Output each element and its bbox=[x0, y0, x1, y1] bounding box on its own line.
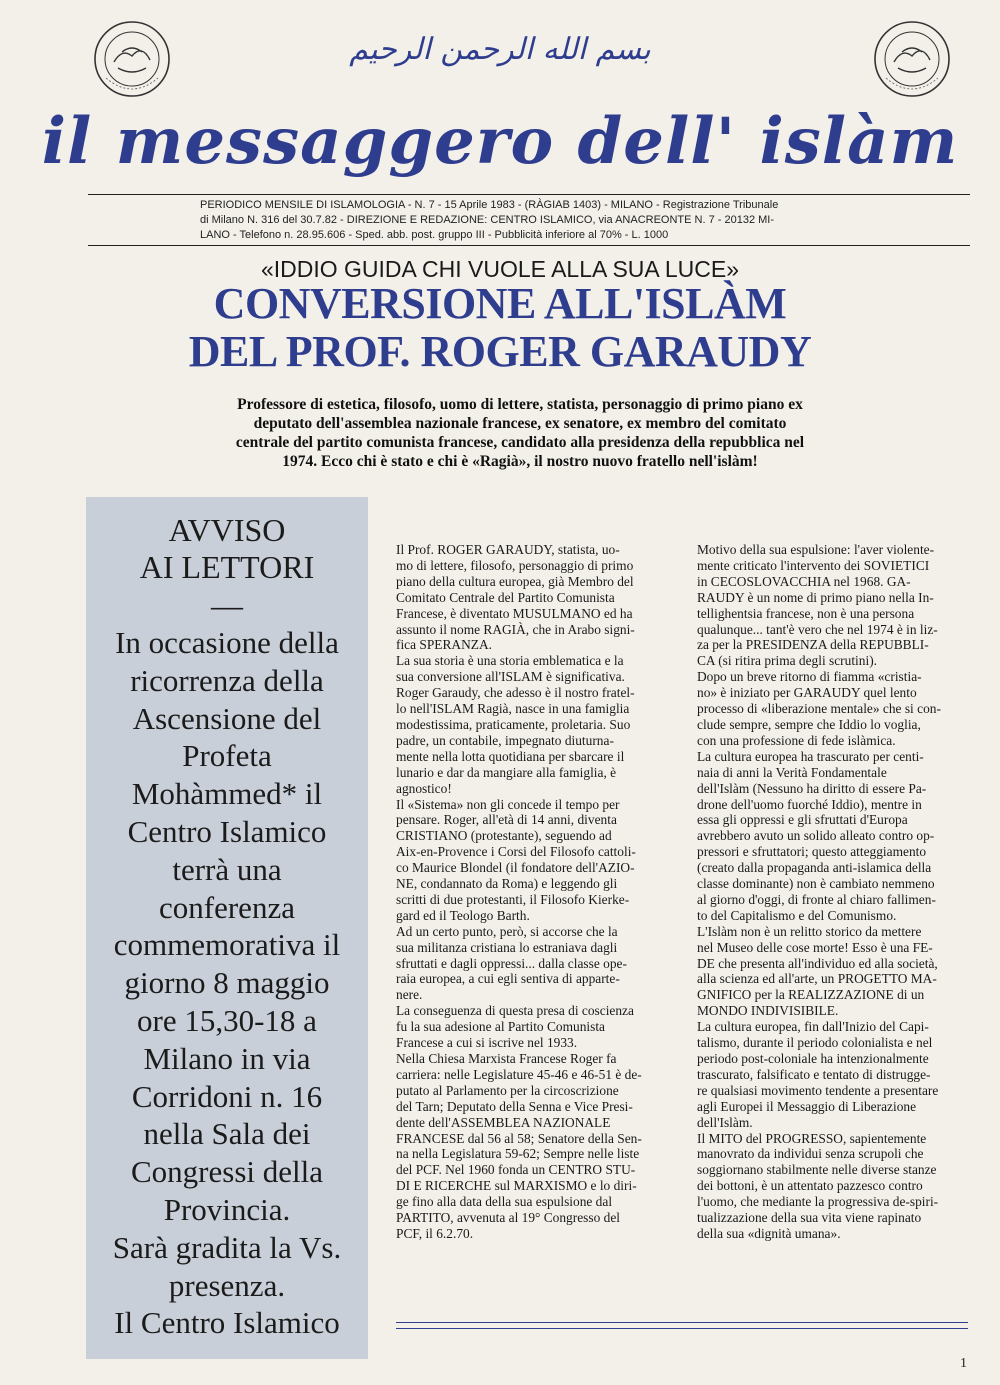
article-text-line: Il «Sistema» non gli concede il tempo per bbox=[396, 796, 620, 812]
article-text-line: to del Capitalismo e del Comunismo. bbox=[697, 907, 897, 923]
article-text-line: lunario e dar da mangiare alla famiglia, è bbox=[396, 764, 617, 780]
article-text-line: mente criticato l'intervento dei SOVIETICI bbox=[697, 557, 930, 573]
article-text-line: GNIFICO per la REALIZZAZIONE di un bbox=[697, 987, 925, 1003]
article-text-line: no» è iniziato per GARAUDY quel lento bbox=[697, 685, 917, 701]
article-text-line: processo di «liberazione mentale» che si con- bbox=[697, 701, 941, 717]
article-text-line: dente dell'ASSEMBLEA NAZIONALE bbox=[396, 1114, 611, 1130]
article-text-line: tualizzazione della sua vita viene rapinato bbox=[697, 1210, 922, 1226]
article-text-line: nere. bbox=[396, 987, 423, 1003]
article-text-line: drone dell'uomo fuorché Iddio), mentre in bbox=[697, 796, 922, 812]
article-text-line: Dopo un breve ritorno di fiamma «cristia- bbox=[697, 669, 922, 685]
notice-line: Il Centro Islamico bbox=[114, 1305, 340, 1341]
notice-line: nella Sala dei bbox=[143, 1116, 311, 1152]
article-text-line: sfruttati e dagli oppressi... dalla classe ope- bbox=[396, 955, 627, 971]
article-text-line: DI E RICERCHE sul MARXISMO e lo diri- bbox=[396, 1178, 637, 1194]
notice-line: Congressi della bbox=[131, 1154, 323, 1190]
notice-title-line: AVVISO bbox=[168, 512, 286, 548]
notice-line: In occasione della bbox=[115, 625, 339, 660]
article-text-line: fu la sua adesione al Partito Comunista bbox=[396, 1019, 605, 1035]
publication-info-line: di Milano N. 316 del 30.7.82 - DIREZIONE E REDAZIONE: CENTRO ISLAMICO, via ANACREONTE N. 7 - 20132 MI- bbox=[200, 214, 775, 226]
article-text-line: raia europea, a cui egli sentiva di apparte- bbox=[396, 971, 620, 987]
article-text-line: (creato dalla propaganda anti-islamica della bbox=[697, 860, 932, 876]
notice-line: terrà una bbox=[172, 851, 282, 887]
article-text-line: La sua storia è una storia emblematica e la bbox=[396, 653, 624, 669]
article-text-line: MONDO INDIVISIBILE. bbox=[697, 1003, 839, 1019]
reader-notice-box bbox=[86, 497, 368, 1359]
article-text-line: agli Europei il Messaggio di Liberazione bbox=[697, 1098, 917, 1114]
article-text-line: Il MITO del PROGRESSO, sapientemente bbox=[697, 1130, 927, 1146]
article-text-line: RAUDY è un nome di primo piano nella In- bbox=[697, 589, 934, 605]
article-text-line: DE che presenta all'individuo ed alla società, bbox=[697, 955, 938, 971]
article-text-line: talismo, durante il periodo colonialista e nel bbox=[697, 1035, 933, 1051]
article-text-line: agnostico! bbox=[396, 780, 452, 796]
article-text-line: Il Prof. ROGER GARAUDY, statista, uo- bbox=[396, 542, 620, 557]
article-text-line: ge fino alla data della sua espulsione dal bbox=[396, 1194, 613, 1210]
article-text-line: PARTITO, avvenuta al 19° Congresso del bbox=[396, 1210, 620, 1226]
article-text-line: dell'Islàm (Nessuno ha diritto di essere Pa- bbox=[697, 780, 927, 796]
article-text-line: putato al Parlamento per la circoscrizione bbox=[396, 1082, 619, 1098]
article-text-line: NE, condannato da Roma) e leggendo gli bbox=[396, 876, 618, 892]
page-number: 1 bbox=[960, 1356, 967, 1371]
article-text-line: tellighentsia francese, non è una persona bbox=[697, 605, 915, 621]
article-text-line: qualunque... tant'è vero che nel 1974 è in liz- bbox=[697, 621, 938, 637]
article-text-line: l'uomo, che mediante la progressiva de-spiri- bbox=[697, 1194, 939, 1210]
article-text-line: alla scienza ed all'arte, un PROGETTO MA- bbox=[697, 971, 937, 987]
notice-line: ore 15,30-18 a bbox=[137, 1002, 317, 1038]
notice-line: commemorativa il bbox=[113, 927, 341, 963]
article-text-line: sua militanza cristiana lo estraniava dagli bbox=[396, 939, 618, 955]
article-text-line: La cultura europea ha trascurato per centi- bbox=[697, 748, 924, 764]
article-text-line: mo di lettere, filosofo, personaggio di primo bbox=[396, 557, 634, 573]
article-deck bbox=[190, 395, 850, 471]
article-text-line: Francese a cui si iscrive nel 1933. bbox=[396, 1035, 578, 1051]
article-text-line: mente nella lotta quotidiana per sbarcare il bbox=[396, 748, 625, 764]
article-text-line: dell'Islàm. bbox=[697, 1114, 753, 1130]
article-text-line: naia di anni la Verità Fondamentale bbox=[697, 764, 887, 780]
bismillah-calligraphy: بسم الله الرحمن الرحيم bbox=[349, 32, 651, 67]
article-text-line: del PCF. Nel 1960 fonda un CENTRO STU- bbox=[396, 1162, 636, 1178]
article-text-line: co Maurice Blondel (il fondatore dell'AZIO- bbox=[396, 860, 635, 876]
headline-line: DEL PROF. ROGER GARAUDY bbox=[188, 327, 812, 376]
article-text-line: periodo post-coloniale ha intenzionalmente bbox=[697, 1051, 929, 1066]
article-text-line: lo nell'ISLAM Ragià, nasce in una famiglia bbox=[396, 701, 630, 717]
article-text-line: sua conversione all'ISLAM è significativa. bbox=[396, 669, 625, 685]
notice-line: giorno 8 maggio bbox=[124, 965, 330, 1001]
article-text-line: avrebbero avuto un solido alleato contro op- bbox=[697, 828, 935, 844]
article-text-line: Francese, è diventato MUSULMANO ed ha bbox=[396, 605, 633, 621]
article-text-line: pensare. Roger, all'età di 14 anni, diventa bbox=[396, 812, 617, 828]
article-text-line: padre, un contabile, impegnato diuturna- bbox=[396, 732, 614, 748]
article-text-line: dei bottoni, è un attentato pazzesco contro bbox=[697, 1178, 923, 1194]
article-text-line: carriera: nelle Legislature 45-46 e 46-51 è de- bbox=[396, 1066, 642, 1082]
notice-line: presenza. bbox=[168, 1267, 286, 1303]
article-text-line: re qualsiasi movimento tendente a presentare bbox=[697, 1082, 939, 1098]
article-text-line: Roger Garaudy, che adesso è il nostro fratel- bbox=[396, 685, 635, 701]
article-text-line: La cultura europea, fin dall'Inizio del Capi- bbox=[697, 1019, 929, 1035]
article-text-line: FRANCESE dal 56 al 58; Senatore della Sen- bbox=[396, 1130, 642, 1146]
masthead-title: il messaggero dell' islàm bbox=[41, 104, 959, 179]
article-text-line: del Tarn; Deputato della Senna e Vice Presi- bbox=[396, 1098, 633, 1114]
article-text-line: nel Museo delle cose morte! Esso è una FE- bbox=[697, 939, 933, 955]
article-text-line: fica SPERANZA. bbox=[396, 637, 492, 653]
deck-line: centrale del partito comunista francese, candidato alla presidenza della repubblica nel bbox=[235, 434, 805, 451]
article-text-line: Comitato Centrale del Partito Comunista bbox=[396, 589, 615, 605]
header-rule-top bbox=[88, 194, 970, 195]
notice-title-line: AI LETTORI bbox=[139, 549, 315, 585]
deck-line: deputato dell'assemblea nazionale francese, ex senatore, ex membro del comitato bbox=[253, 415, 787, 432]
article-text-line: CRISTIANO (protestante), seguendo ad bbox=[396, 828, 612, 844]
article-text-line: assunto il nome RAGIÀ, che in Arabo signi- bbox=[396, 621, 635, 637]
article-text-line: clude sempre, sempre che Iddio lo voglia, bbox=[697, 716, 921, 732]
article-text-line: classe dominante) non è cambiato nemmeno bbox=[697, 876, 935, 892]
article-text-line: Motivo della sua espulsione: l'aver violente- bbox=[697, 542, 935, 557]
article-text-line: gard ed il Teologo Barth. bbox=[396, 907, 530, 923]
headline-line: CONVERSIONE ALL'ISLÀM bbox=[213, 279, 787, 328]
article-text-line: con una professione di fede islàmica. bbox=[697, 732, 896, 748]
article-text-line: Nella Chiesa Marxista Francese Roger fa bbox=[396, 1051, 617, 1066]
deck-line: Professore di estetica, filosofo, uomo di lettere, statista, personaggio di primo piano ex bbox=[237, 396, 803, 413]
article-text-line: pressori e sfruttatori; questo atteggiamento bbox=[697, 844, 927, 860]
article-column-1 bbox=[396, 542, 678, 1242]
publication-info-line: PERIODICO MENSILE DI ISLAMOLOGIA - N. 7 - 15 Aprile 1983 - (RÀGIAB 1403) - MILANO - Registrazione Tribunale bbox=[200, 199, 779, 211]
article-text-line: za per la PRESIDENZA della REPUBBLI- bbox=[697, 637, 929, 653]
article-text-line: soggiornano stabilmente nelle diverse stanze bbox=[697, 1162, 937, 1178]
article-headline bbox=[0, 280, 1000, 376]
article-text-line: piano della cultura europea, già Membro del bbox=[396, 573, 634, 589]
notice-line: Sarà gradita la Vs. bbox=[112, 1229, 342, 1265]
article-column-2 bbox=[697, 542, 969, 1242]
article-text-line: manovrato da individui senza scrupoli che bbox=[697, 1146, 924, 1162]
notice-dash: — bbox=[211, 587, 243, 623]
notice-line: Mohàmmed* il bbox=[131, 776, 323, 812]
article-kicker: «IDDIO GUIDA CHI VUOLE ALLA SUA LUCE» bbox=[260, 256, 740, 282]
notice-line: Centro Islamico bbox=[127, 813, 327, 849]
article-text-line: La conseguenza di questa presa di coscienza bbox=[396, 1003, 634, 1019]
notice-line: Corridoni n. 16 bbox=[131, 1078, 323, 1114]
article-text-line: in CECOSLOVACCHIA nel 1968. GA- bbox=[697, 573, 911, 589]
bottom-double-rule bbox=[396, 1322, 968, 1334]
notice-line: Profeta bbox=[182, 738, 272, 774]
notice-line: Provincia. bbox=[163, 1191, 291, 1227]
header-rule-bottom bbox=[88, 245, 970, 246]
article-text-line: della sua «dignità umana». bbox=[697, 1225, 841, 1241]
notice-line: conferenza bbox=[159, 889, 295, 925]
notice-line: ricorrenza della bbox=[130, 662, 324, 698]
article-text-line: na nella Legislatura 59-62; Sempre nelle liste bbox=[396, 1146, 640, 1162]
article-text-line: CA (si ritira prima degli scrutini). bbox=[697, 653, 877, 669]
rule-line bbox=[396, 1322, 968, 1323]
publication-info bbox=[200, 198, 860, 243]
publication-info-line: LANO - Telefono n. 28.95.606 - Sped. abb. post. gruppo III - Pubblicità inferiore al 70% - L. 1000 bbox=[200, 229, 669, 241]
deck-line: 1974. Ecco chi è stato e chi è «Ragià», il nostro nuovo fratello nell'islàm! bbox=[282, 453, 758, 470]
article-text-line: scritti di due protestanti, il Filosofo Kierke- bbox=[396, 891, 630, 907]
article-text-line: al giorno d'oggi, di fronte al chiaro fallimen- bbox=[697, 891, 936, 907]
article-text-line: Aix-en-Provence i Corsi del Filosofo cattoli- bbox=[396, 844, 636, 860]
article-text-line: essa gli oppressi e gli sfruttati d'Europa bbox=[697, 812, 908, 828]
notice-line: Milano in via bbox=[143, 1040, 311, 1076]
article-text-line: modestissima, praticamente, proletaria. Suo bbox=[396, 716, 631, 732]
rule-line bbox=[396, 1328, 968, 1329]
article-text-line: trascurato, falsificato e tentato di distrugge- bbox=[697, 1066, 931, 1082]
notice-line: Ascensione del bbox=[132, 700, 322, 736]
article-text-line: PCF, il 6.2.70. bbox=[396, 1225, 474, 1241]
article-text-line: Ad un certo punto, però, si accorse che la bbox=[396, 923, 618, 939]
article-text-line: L'Islàm non è un relitto storico da mettere bbox=[697, 923, 922, 939]
